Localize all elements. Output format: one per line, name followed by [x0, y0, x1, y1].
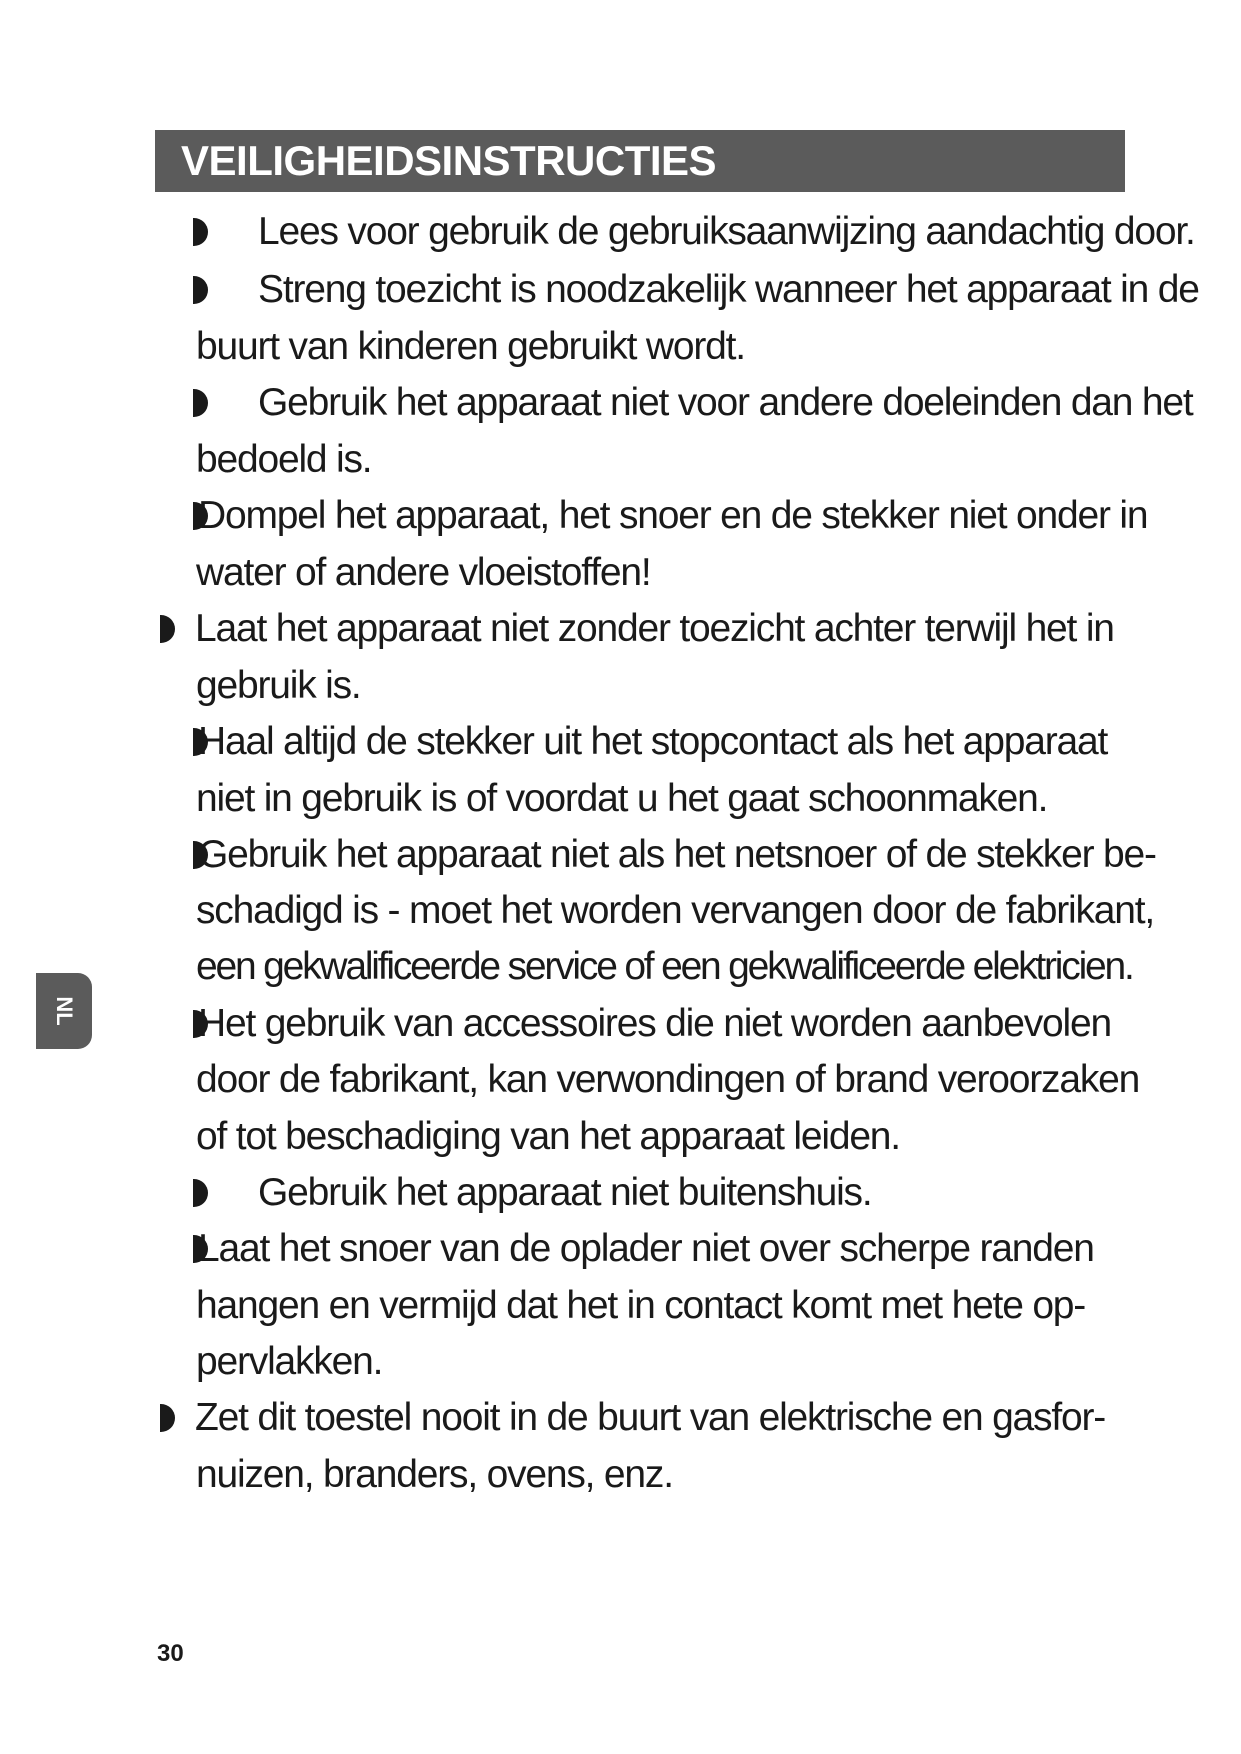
bullet-icon	[193, 218, 208, 246]
instruction-text: Het gebruik van accessoires die niet worden aanbevolen	[198, 1002, 1111, 1045]
instruction-text: hangen en vermijd dat het in contact komt met hete op-	[196, 1284, 1086, 1327]
instruction-text: Dompel het apparaat, het snoer en de stekker niet onder in	[198, 494, 1148, 537]
section-header	[155, 130, 1125, 192]
instruction-text: Gebruik het apparaat niet voor andere doeleinden dan het	[258, 381, 1193, 424]
page-number: 30	[157, 1640, 184, 1667]
instruction-text: buurt van kinderen gebruikt wordt.	[196, 325, 745, 368]
bullet-icon	[193, 276, 208, 304]
instruction-text: een gekwalificeerde service of een gekwalificeerde elektricien.	[196, 945, 1133, 988]
instruction-text: bedoeld is.	[196, 438, 372, 481]
bullet-icon	[193, 1179, 208, 1207]
instruction-text: pervlakken.	[196, 1340, 383, 1383]
instruction-text: nuizen, branders, ovens, enz.	[196, 1453, 673, 1496]
instruction-text: Gebruik het apparaat niet buitenshuis.	[258, 1171, 872, 1214]
instruction-text: Lees voor gebruik de gebruiksaanwijzing aandachtig door.	[258, 210, 1195, 253]
instruction-text: door de fabrikant, kan verwondingen of brand veroorzaken	[196, 1058, 1140, 1101]
instruction-text: Streng toezicht is noodzakelijk wanneer het apparaat in de	[258, 268, 1199, 311]
instruction-text: gebruik is.	[196, 664, 361, 707]
language-tab-label: NL	[52, 996, 77, 1026]
bullet-icon	[193, 389, 208, 417]
bullet-icon	[160, 615, 175, 643]
instruction-text: of tot beschadiging van het apparaat leiden.	[196, 1115, 900, 1158]
language-tab	[36, 973, 92, 1049]
instruction-text: Haal altijd de stekker uit het stopcontact als het apparaat	[198, 720, 1108, 763]
instruction-text: water of andere vloeistoffen!	[196, 551, 651, 594]
bullet-icon	[160, 1404, 175, 1432]
section-title: VEILIGHEIDSINSTRUCTIES	[181, 137, 717, 184]
instruction-text: schadigd is - moet het worden vervangen door de fabrikant,	[196, 889, 1154, 932]
instruction-text: niet in gebruik is of voordat u het gaat schoonmaken.	[196, 777, 1048, 820]
instruction-text: Zet dit toestel nooit in de buurt van elektrische en gasfor-	[195, 1396, 1106, 1439]
instruction-text: Laat het snoer van de oplader niet over scherpe randen	[198, 1227, 1094, 1270]
instruction-text: Gebruik het apparaat niet als het netsnoer of de stekker be-	[198, 833, 1156, 876]
instruction-text: Laat het apparaat niet zonder toezicht achter terwijl het in	[195, 607, 1114, 650]
